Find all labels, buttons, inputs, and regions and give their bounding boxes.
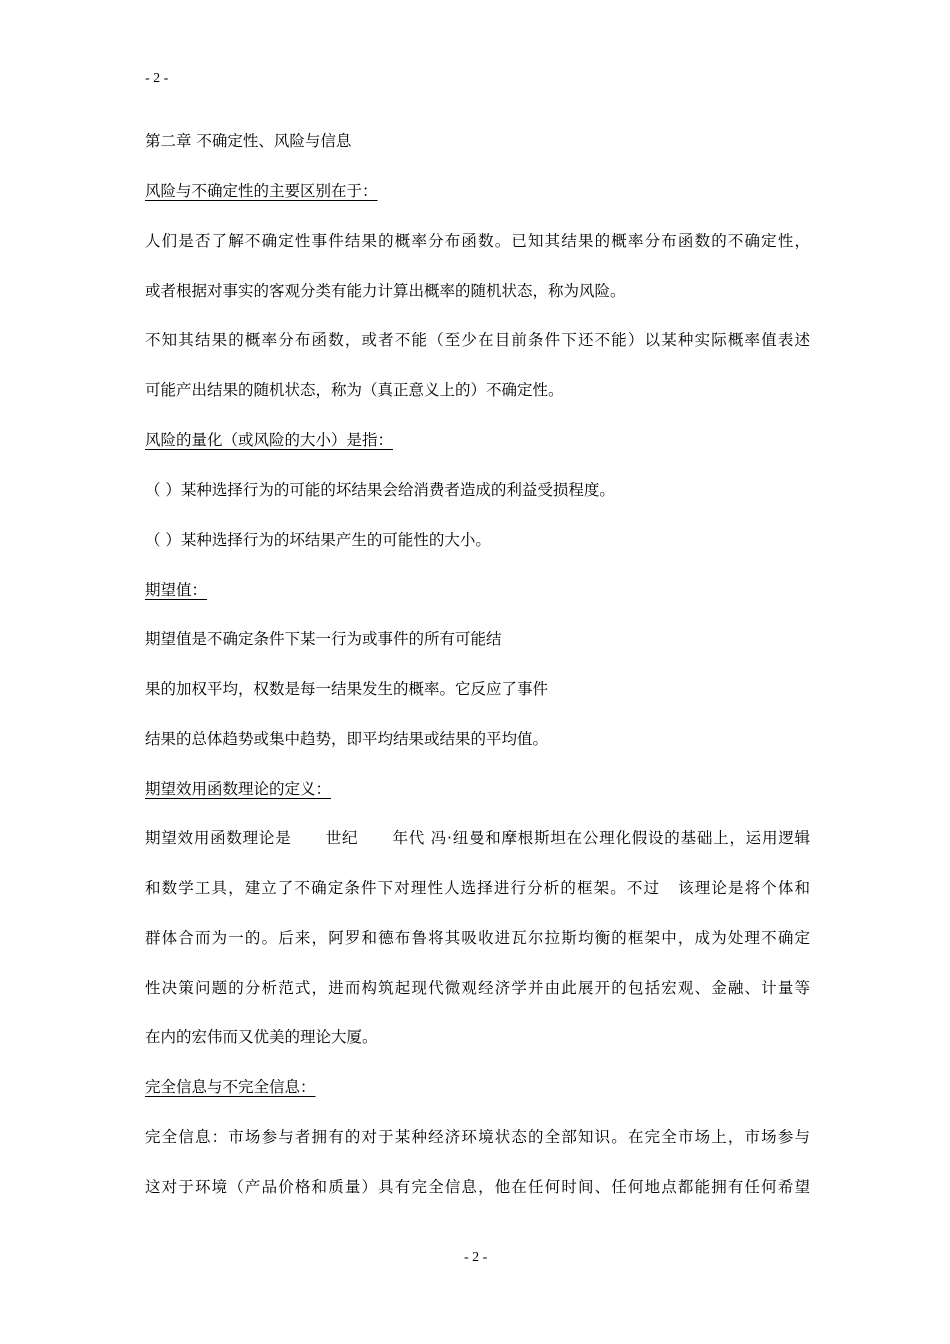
section-heading — [145, 181, 810, 201]
footer-page-number: - 2 - — [464, 1250, 488, 1265]
chapter-title: 第二章 不确定性、风险与信息 — [145, 132, 352, 150]
paragraph-line: 在内的宏伟而又优美的理论大厦。 — [145, 1028, 378, 1046]
list-item: （ ）某种选择行为的可能的坏结果会给消费者造成的利益受损程度。 — [145, 481, 615, 499]
section-heading — [145, 1077, 810, 1097]
paragraph-line: 这对于环境（产品价格和质量）具有完全信息，他在任何时间、任何地点都能拥有任何希望 — [145, 1178, 810, 1196]
section-heading — [145, 779, 810, 799]
section-heading — [145, 430, 810, 450]
section-heading-text: 风险与不确定性的主要区别在于： — [145, 182, 378, 200]
paragraph-line: 或者根据对事实的客观分类有能力计算出概率的随机状态，称为风险。 — [145, 282, 626, 300]
paragraph-line: 不知其结果的概率分布函数，或者不能（至少在目前条件下还不能）以某种实际概率值表述 — [145, 331, 810, 349]
paragraph-line: 和数学工具，建立了不确定条件下对理性人选择进行分析的框架。不过 该理论是将个体和 — [145, 879, 810, 897]
paragraph-line: 可能产出结果的随机状态，称为（真正意义上的）不确定性。 — [145, 381, 564, 399]
section-heading — [145, 580, 810, 600]
section-heading-text: 风险的量化（或风险的大小）是指： — [145, 431, 394, 449]
paragraph-line: 期望值是不确定条件下某一行为或事件的所有可能结 — [145, 630, 502, 648]
section-heading-text: 期望值： — [145, 581, 208, 599]
section-heading-text: 完全信息与不完全信息： — [145, 1078, 316, 1096]
paragraph-line: 性决策问题的分析范式，进而构筑起现代微观经济学并由此展开的包括宏观、金融、计量等 — [145, 979, 810, 997]
section-heading-text: 期望效用函数理论的定义： — [145, 780, 332, 798]
paragraph-line: 人们是否了解不确定性事件结果的概率分布函数。已知其结果的概率分布函数的不确定性， — [145, 232, 810, 250]
paragraph-line: 结果的总体趋势或集中趋势，即平均结果或结果的平均值。 — [145, 730, 549, 748]
paragraph-line: 完全信息：市场参与者拥有的对于某种经济环境状态的全部知识。在完全市场上，市场参与 — [145, 1128, 810, 1146]
paragraph-line: 期望效用函数理论是 世纪 年代 冯·纽曼和摩根斯坦在公理化假设的基础上，运用逻辑 — [145, 829, 810, 847]
paragraph-line: 群体合而为一的。后来，阿罗和德布鲁将其吸收进瓦尔拉斯均衡的框架中，成为处理不确定 — [145, 929, 810, 947]
list-item: （ ）某种选择行为的坏结果产生的可能性的大小。 — [145, 531, 491, 549]
header-page-number: - 2 - — [145, 71, 169, 86]
paragraph-line: 果的加权平均，权数是每一结果发生的概率。它反应了事件 — [145, 680, 549, 698]
